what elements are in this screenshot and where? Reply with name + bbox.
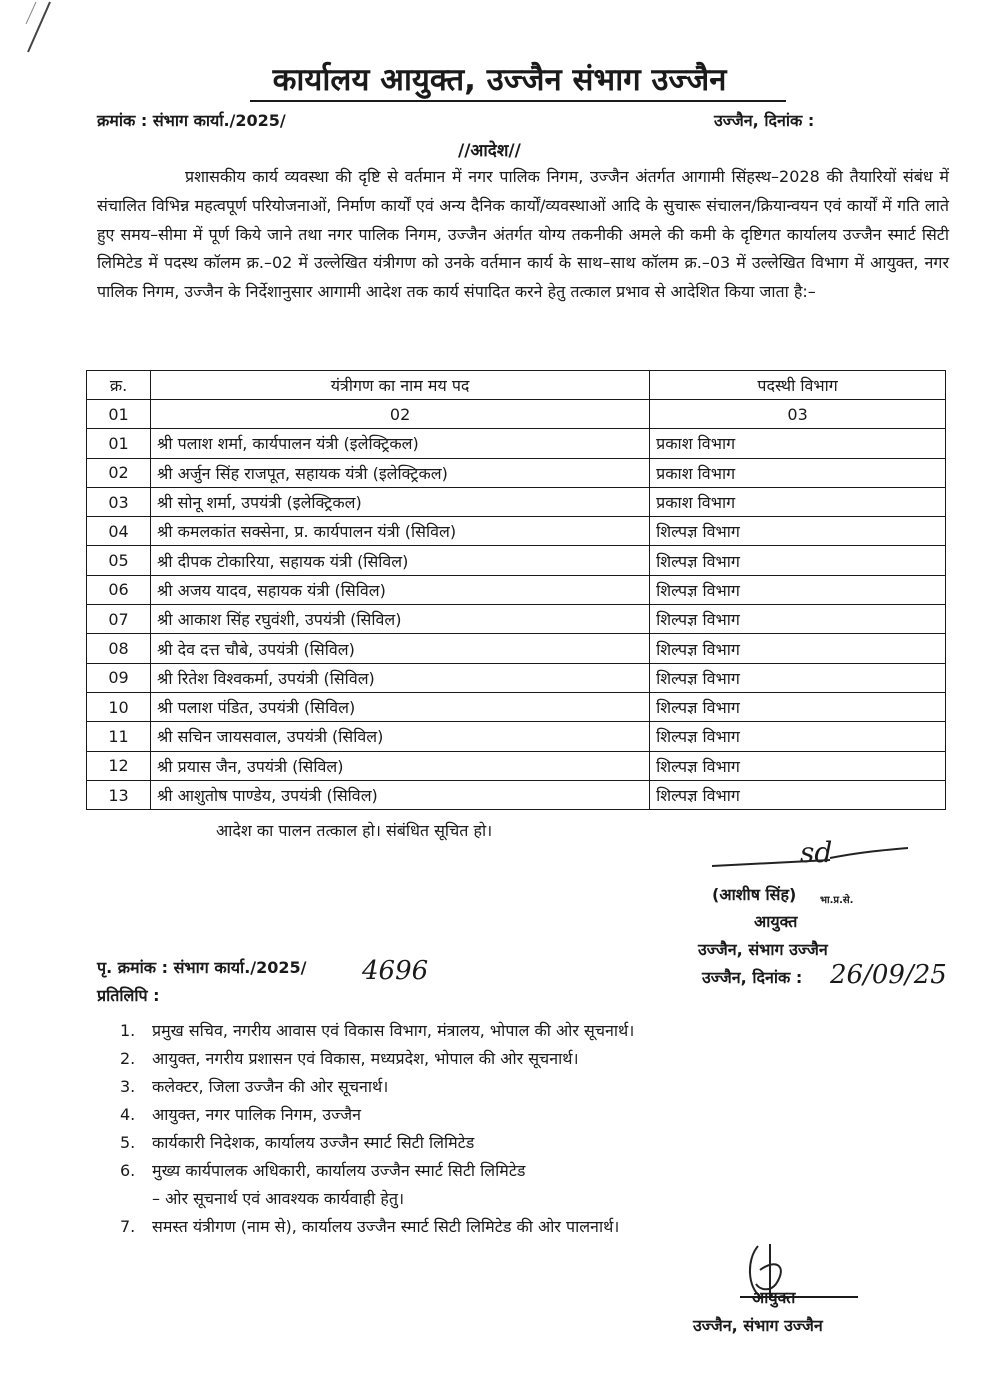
office-title: कार्यालय आयुक्त, उज्जैन संभाग उज्जैन	[272, 62, 727, 98]
dept-cell: शिल्पज्ञ विभाग	[650, 575, 946, 604]
serial-cell: 09	[87, 663, 151, 692]
order-paragraph: प्रशासकीय कार्य व्यवस्था की दृष्टि से वर्तमान में नगर पालिक निगम, उज्जैन अंतर्गत आगामी सिंहस्थ–2028 की तैयारियों संबंध में संचालित विभिन्न महत्वपूर्ण परियोजनाओं, निर्माण कार्यों एवं अन्य दैनिक कार्यों/व्यवस्थाओं आदि के सुचारू संचालन/क्रियान्वयन एवं कार्यों में गति लाते हुए समय–सीमा में पूर्ण किये जाने तथा नगर पालिक निगम, उज्जैन अंतर्गत योग्य तकनीकी अमले की कमी के दृष्टिगत कार्यालय उज्जैन स्मार्ट सिटी लिमिटेड में पदस्थ कॉलम क्र.–02 में उल्लेखित यंत्रीगण को उनके वर्तमान कार्य के साथ–साथ कॉलम क्र.–03 में उल्लेखित विभाग में आयुक्त, नगर पालिक निगम, उज्जैन के निर्देशानुसार आगामी आदेश तक कार्य संपादित करने हेतु तत्काल प्रभाव से आदेशित किया जाता है:–	[97, 167, 949, 302]
col-number: 03	[650, 400, 946, 429]
list-number: 4.	[120, 1105, 136, 1124]
name-cell: श्री रितेश विश्वकर्मा, उपयंत्री (सिविल)	[151, 663, 650, 692]
sd-mark: sd	[800, 836, 833, 869]
table-row	[87, 458, 946, 487]
dept-cell: शिल्पज्ञ विभाग	[650, 722, 946, 751]
signatory-name: (आशीष सिंह)	[712, 885, 797, 904]
copy-to-label: प्रतिलिपि :	[97, 986, 160, 1005]
signature-strike-line	[740, 1296, 858, 1298]
table-row	[87, 663, 946, 692]
serial-cell: 11	[87, 722, 151, 751]
table-row	[87, 722, 946, 751]
dept-cell: प्रकाश विभाग	[650, 429, 946, 458]
serial-cell: 05	[87, 546, 151, 575]
name-cell: श्री अर्जुन सिंह राजपूत, सहायक यंत्री (इलेक्ट्रिकल)	[151, 458, 650, 487]
name-cell: श्री पलाश पंडित, उपयंत्री (सिविल)	[151, 692, 650, 721]
table-row	[87, 634, 946, 663]
name-cell: श्री प्रयास जैन, उपयंत्री (सिविल)	[151, 751, 650, 780]
handwritten-dispatch-number: 4696	[362, 956, 429, 986]
name-cell: श्री आकाश सिंह रघुवंशी, उपयंत्री (सिविल)	[151, 605, 650, 634]
title-underline	[250, 100, 786, 102]
serial-cell: 04	[87, 517, 151, 546]
staple-mark-icon	[22, 0, 62, 60]
list-text: कलेक्टर, जिला उज्जैन की ओर सूचनार्थ।	[152, 1077, 389, 1096]
name-cell: श्री पलाश शर्मा, कार्यपालन यंत्री (इलेक्ट्रिकल)	[151, 429, 650, 458]
list-number: 3.	[120, 1077, 136, 1096]
signatory-office-2: उज्जैन, संभाग उज्जैन	[693, 1316, 823, 1335]
dept-cell: शिल्पज्ञ विभाग	[650, 692, 946, 721]
compliance-note: आदेश का पालन तत्काल हो। संबंधित सूचित हो।	[216, 821, 493, 840]
name-cell: श्री आशुतोष पाण्डेय, उपयंत्री (सिविल)	[151, 780, 650, 809]
serial-cell: 06	[87, 575, 151, 604]
table-row	[87, 487, 946, 516]
list-text: प्रमुख सचिव, नगरीय आवास एवं विकास विभाग, मंत्रालय, भोपाल की ओर सूचनार्थ।	[152, 1021, 635, 1040]
name-cell: श्री दीपक टोकारिया, सहायक यंत्री (सिविल)	[151, 546, 650, 575]
signatory-office: उज्जैन, संभाग उज्जैन	[698, 940, 828, 959]
list-item	[120, 1017, 634, 1045]
list-text: समस्त यंत्रीगण (नाम से), कार्यालय उज्जैन स्मार्ट सिटी लिमिटेड की ओर पालनार्थ।	[152, 1217, 620, 1236]
dept-cell: शिल्पज्ञ विभाग	[650, 780, 946, 809]
list-item	[120, 1045, 634, 1073]
list-text: आयुक्त, नगरीय प्रशासन एवं विकास, मध्यप्रदेश, भोपाल की ओर सूचनार्थ।	[152, 1049, 579, 1068]
dept-cell: शिल्पज्ञ विभाग	[650, 517, 946, 546]
engineer-table	[86, 370, 946, 810]
signatory-designation: आयुक्त	[754, 912, 798, 931]
list-number: 6.	[120, 1161, 136, 1180]
dept-cell: शिल्पज्ञ विभाग	[650, 605, 946, 634]
order-heading: //आदेश//	[458, 141, 521, 161]
list-item	[120, 1213, 634, 1241]
table-row	[87, 575, 946, 604]
col-header-name: यंत्रीगण का नाम मय पद	[151, 371, 650, 400]
dept-cell: प्रकाश विभाग	[650, 487, 946, 516]
name-cell: श्री अजय यादव, सहायक यंत्री (सिविल)	[151, 575, 650, 604]
table-header-row	[87, 371, 946, 400]
list-item	[120, 1157, 634, 1185]
serial-cell: 10	[87, 692, 151, 721]
list-text: आयुक्त, नगर पालिक निगम, उज्जैन	[152, 1105, 362, 1124]
col-header-dept: पदस्थी विभाग	[650, 371, 946, 400]
service-abbrev: भा.प्र.से.	[820, 895, 854, 906]
name-cell: श्री सोनू शर्मा, उपयंत्री (इलेक्ट्रिकल)	[151, 487, 650, 516]
endorsement-date-label: उज्जैन, दिनांक :	[702, 968, 803, 987]
list-text: मुख्य कार्यपालक अधिकारी, कार्यालय उज्जैन स्मार्ट सिटी लिमिटेड	[152, 1161, 526, 1180]
serial-cell: 08	[87, 634, 151, 663]
table-row	[87, 692, 946, 721]
dept-cell: शिल्पज्ञ विभाग	[650, 546, 946, 575]
signature-stroke-icon	[710, 842, 910, 882]
place-date: उज्जैन, दिनांक :	[714, 111, 815, 130]
serial-cell: 01	[87, 429, 151, 458]
name-cell: श्री देव दत्त चौबे, उपयंत्री (सिविल)	[151, 634, 650, 663]
serial-cell: 03	[87, 487, 151, 516]
order-number: क्रमांक : संभाग कार्या./2025/	[97, 111, 286, 130]
list-text: – ओर सूचनार्थ एवं आवश्यक कार्यवाही हेतु।	[152, 1189, 405, 1208]
col-number: 01	[87, 400, 151, 429]
col-header-serial: क्र.	[87, 371, 151, 400]
name-cell: श्री सचिन जायसवाल, उपयंत्री (सिविल)	[151, 722, 650, 751]
list-item	[120, 1073, 634, 1101]
list-number: 5.	[120, 1133, 136, 1152]
table-row	[87, 517, 946, 546]
serial-cell: 12	[87, 751, 151, 780]
table-row	[87, 780, 946, 809]
list-number: 2.	[120, 1049, 136, 1068]
list-item-continuation	[120, 1185, 634, 1213]
table-row	[87, 429, 946, 458]
table-row	[87, 546, 946, 575]
name-cell: श्री कमलकांत सक्सेना, प्र. कार्यपालन यंत्री (सिविल)	[151, 517, 650, 546]
list-number: 7.	[120, 1217, 136, 1236]
endorsement-number: पृ. क्रमांक : संभाग कार्या./2025/	[97, 958, 307, 977]
list-number: 1.	[120, 1021, 136, 1040]
dept-cell: शिल्पज्ञ विभाग	[650, 663, 946, 692]
handwritten-date: 26/09/25	[830, 960, 947, 990]
table-row	[87, 751, 946, 780]
dept-cell: शिल्पज्ञ विभाग	[650, 634, 946, 663]
list-item	[120, 1101, 634, 1129]
list-text: कार्यकारी निदेशक, कार्यालय उज्जैन स्मार्ट सिटी लिमिटेड	[152, 1133, 475, 1152]
table-row	[87, 605, 946, 634]
serial-cell: 02	[87, 458, 151, 487]
list-item	[120, 1129, 634, 1157]
column-number-row	[87, 400, 946, 429]
dept-cell: प्रकाश विभाग	[650, 458, 946, 487]
copy-recipient-list	[120, 1017, 634, 1241]
serial-cell: 13	[87, 780, 151, 809]
serial-cell: 07	[87, 605, 151, 634]
dept-cell: शिल्पज्ञ विभाग	[650, 751, 946, 780]
col-number: 02	[151, 400, 650, 429]
